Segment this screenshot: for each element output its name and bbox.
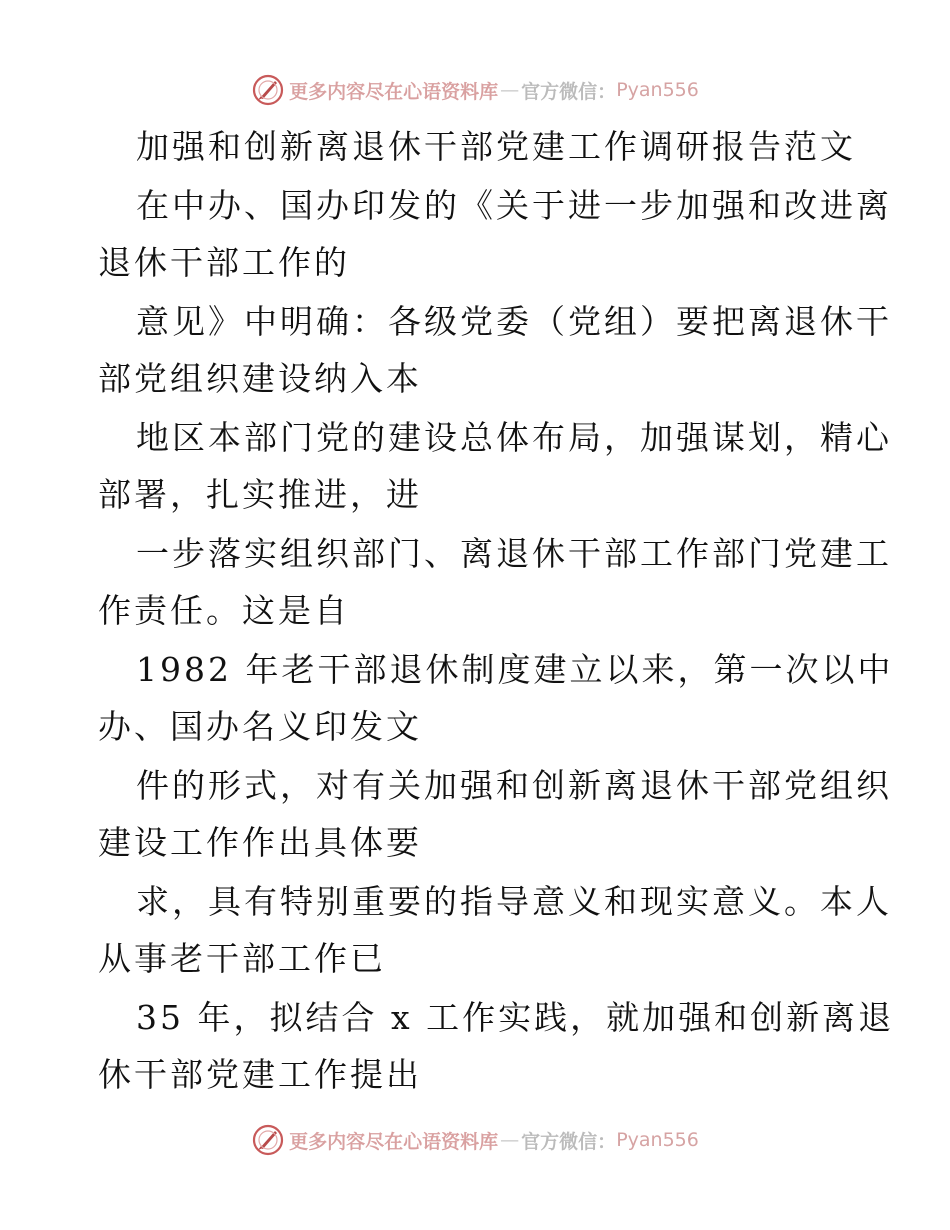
text-line: 求，具有特别重要的指导意义和现实意义。本人 [136,882,892,921]
watermark-sub-text: 官方微信： [521,1130,617,1153]
text-line: 退休干部工作的 [98,243,350,282]
text-line: 在中办、国办印发的《关于进一步加强和改进离 [136,186,892,225]
text-line: 建设工作作出具体要 [98,823,422,862]
text-line: 一步落实组织部门、离退休干部工作部门党建工 [136,534,892,573]
watermark-wechat-id: Pyan556 [616,1129,699,1151]
text-line: 从事老干部工作已 [98,939,386,978]
footer-watermark [0,1120,950,1160]
text-line: 部党组织建设纳入本 [98,359,422,398]
text-line: 1982 年老干部退休制度建立以来，第一次以中 [136,650,894,689]
text-line: 35 年，拟结合 x 工作实践，就加强和创新离退 [136,998,895,1037]
document-title: 加强和创新离退休干部党建工作调研报告范文 [136,127,856,166]
watermark-main-text: 更多内容尽在心语资料库 [289,80,499,103]
text-line: 意见》中明确：各级党委（党组）要把离退休干 [136,302,892,341]
text-line: 部署，扎实推进，进 [98,475,422,514]
text-line: 件的形式，对有关加强和创新离退休干部党组织 [136,766,892,805]
watermark-dash: — [500,1129,520,1151]
text-line: 地区本部门党的建设总体布局，加强谋划，精心 [136,418,892,457]
text-line: 办、国办名义印发文 [98,707,422,746]
quill-logo-icon [251,1123,285,1157]
text-line: 作责任。这是自 [98,591,350,630]
text-line: 休干部党建工作提出 [98,1055,422,1094]
watermark-sub-text: 官方微信： [521,80,617,103]
watermark-dash: — [500,79,520,101]
watermark-main-text: 更多内容尽在心语资料库 [289,1130,499,1153]
watermark-wechat-id: Pyan556 [616,79,699,101]
